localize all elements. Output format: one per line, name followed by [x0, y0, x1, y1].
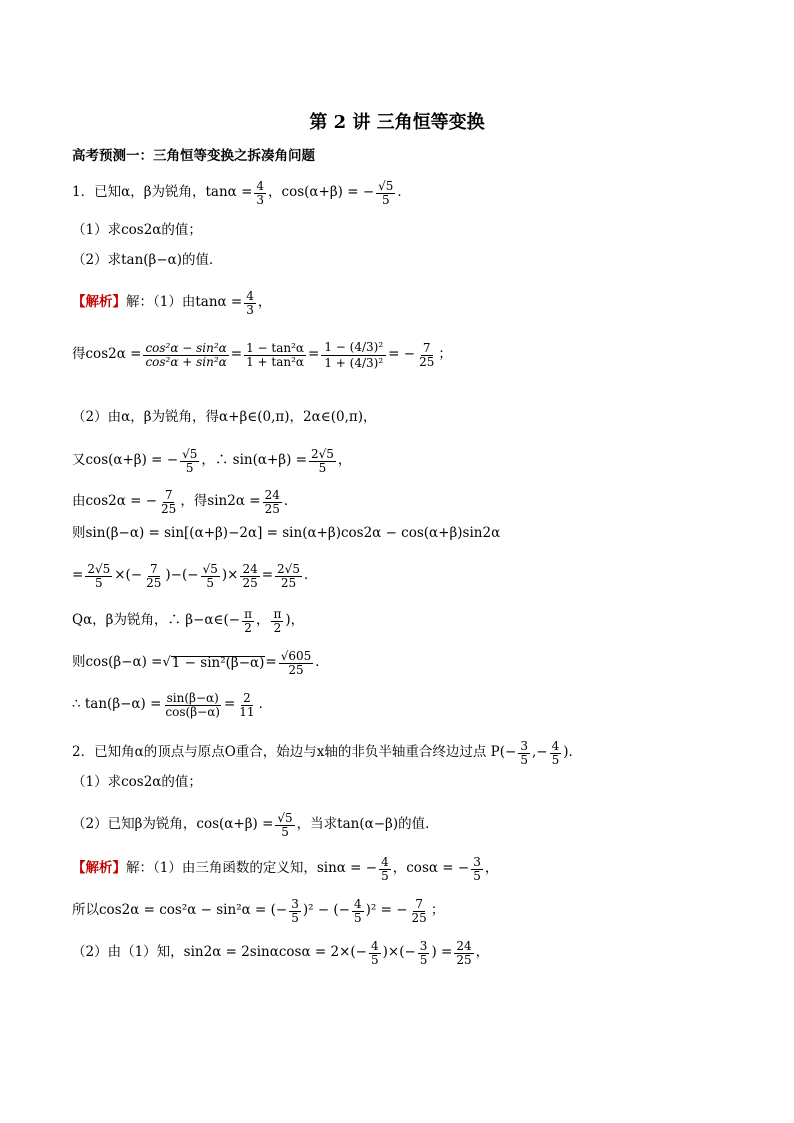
problem-2-q1: （1）求cos2α的值； — [72, 774, 202, 790]
page-title: 第 2 讲 三角恒等变换 — [309, 112, 485, 133]
solution-1-line-4: 又cos(α+β) = − $\frac{√5}{5}$ ，∴ sin(α+β) = $\frac{2√5}{5}$ ， — [72, 447, 352, 475]
fraction: $\frac{7}{25}$ — [411, 897, 427, 925]
fraction: $\frac{√5}{5}$ — [182, 447, 198, 475]
problem-1-stem: 1．已知α，β为锐角，tanα = $\frac{4}{3}$ ，cos(α+β) = − $\frac{√5}{5}$ ． — [72, 179, 411, 207]
fraction: $\frac{4}{5}$ — [551, 739, 560, 767]
solution-1-line-2: 得cos2α = $\frac{\text{cos²α − sin²α}}{\text{cos²α + sin²α}}$ = $\frac{\text{1 − tan²α}}{\text{1 + tan²α}}$ = $\frac{\text{1 − (4/3)²}}{\text{1 + (4/3)²}}$ = − $\frac{7}{25}$ ； — [72, 340, 452, 370]
solution-1-line-6: 则sin(β−α) = sin[(α+β)−2α] = sin(α+β)cos2α − cos(α+β)sin2α — [72, 525, 501, 541]
fraction: $\frac{7}{25}$ — [146, 562, 162, 590]
fraction: $\frac{24}{25}$ — [456, 939, 472, 967]
solution-1-line-5: 由cos2α = − $\frac{7}{25}$ ，得sin2α = $\frac{24}{25}$ ． — [72, 488, 298, 516]
fraction: $\frac{4}{3}$ — [256, 179, 265, 207]
fraction: $\frac{\text{1 − (4/3)²}}{\text{1 + (4/3)²}}$ — [321, 340, 386, 370]
solution-1-line-7: = $\frac{2√5}{5}$ ×(− $\frac{7}{25}$ )−(− $\frac{√5}{5}$ )× $\frac{24}{25}$ = $\frac{2√5}{25}$ ． — [72, 562, 318, 590]
fraction: $\frac{4}{5}$ — [381, 855, 389, 883]
solution-tag: 【解析】 — [72, 294, 126, 311]
fraction: $\frac{√5}{5}$ — [202, 562, 218, 590]
fraction: $\frac{2√5}{5}$ — [310, 447, 334, 475]
fraction: $\frac{\pi}{2}$ — [273, 607, 282, 635]
fraction: $\frac{√605}{25}$ — [280, 649, 312, 677]
fraction: $\frac{7}{25}$ — [161, 488, 177, 516]
solution-2-line-2: 所以cos2α = cos²α − sin²α = (− $\frac{3}{5}$ )² − (− $\frac{4}{5}$ )² = − $\frac{7}{25}$ ； — [72, 897, 445, 925]
fraction: $\frac{2√5}{5}$ — [87, 562, 111, 590]
solution-1-line-8: Qα，β为锐角，∴ β−α∈(− $\frac{\pi}{2}$ ， $\frac{\pi}{2}$ )， — [72, 607, 305, 635]
fraction: $\frac{\sin(\beta-\alpha)}{\cos(\beta-\alpha)}$ — [165, 691, 220, 719]
solution-2-line-1: 【解析】 解：（1）由三角函数的定义知，sinα = − $\frac{4}{5}$ ，cosα = − $\frac{3}{5}$ ， — [72, 855, 499, 883]
fraction: $\frac{\text{cos²α − sin²α}}{\text{cos²α + sin²α}}$ — [145, 341, 227, 369]
fraction: $\frac{\text{1 − tan²α}}{\text{1 + tan²α}}$ — [246, 341, 305, 369]
solution-tag: 【解析】 — [72, 860, 126, 877]
problem-1-q1: （1）求cos2α的值； — [72, 222, 202, 238]
solution-1-line-9: 则cos(β−α) = √ 1 − sin²(β−α) = $\frac{√605}{25}$ ． — [72, 649, 329, 677]
fraction: $\frac{3}{5}$ — [291, 897, 299, 925]
solution-2-line-3: （2）由（1）知，sin2α = 2sinαcosα = 2×(− $\frac{4}{5}$ )×(− $\frac{3}{5}$ ) = $\frac{24}{25}$ ， — [72, 939, 490, 967]
fraction: $\frac{√5}{5}$ — [378, 179, 394, 207]
fraction: $\frac{4}{5}$ — [354, 897, 362, 925]
fraction: $\frac{2}{11}$ — [239, 691, 255, 719]
section-heading: 高考预测一：三角恒等变换之拆凑角问题 — [72, 148, 315, 164]
fraction: $\frac{\pi}{2}$ — [244, 607, 252, 635]
fraction: $\frac{24}{25}$ — [264, 488, 280, 516]
solution-1-line-1: 【解析】 解：（1）由tanα = $\frac{4}{3}$ ， — [72, 289, 272, 317]
problem-1-q2: （2）求tan(β−α)的值． — [72, 252, 223, 268]
fraction: $\frac{√5}{5}$ — [277, 811, 293, 839]
solution-1-line-10: ∴ tan(β−α) = $\frac{\sin(\beta-\alpha)}{\cos(\beta-\alpha)}$ = $\frac{2}{11}$ ． — [72, 691, 273, 719]
problem-2-stem: 2．已知角α的顶点与原点O重合，始边与x轴的非负半轴重合终边过点 P(− $\frac{3}{5}$ ,− $\frac{4}{5}$ )． — [72, 739, 583, 767]
fraction: $\frac{24}{25}$ — [242, 562, 258, 590]
fraction: $\frac{4}{3}$ — [246, 289, 254, 317]
solution-1-line-3: （2）由α，β为锐角，得α+β∈(0,π)，2α∈(0,π)， — [72, 409, 377, 425]
fraction: $\frac{2√5}{25}$ — [277, 562, 300, 590]
fraction: $\frac{4}{5}$ — [370, 939, 379, 967]
problem-2-q2: （2）已知β为锐角，cos(α+β) = $\frac{√5}{5}$ ，当求tan(α−β)的值． — [72, 811, 439, 839]
fraction: $\frac{3}{5}$ — [419, 939, 428, 967]
fraction: $\frac{7}{25}$ — [419, 341, 435, 369]
square-root: √ 1 − sin²(β−α) — [162, 654, 265, 671]
fraction: $\frac{3}{5}$ — [520, 739, 528, 767]
fraction: $\frac{3}{5}$ — [473, 855, 481, 883]
